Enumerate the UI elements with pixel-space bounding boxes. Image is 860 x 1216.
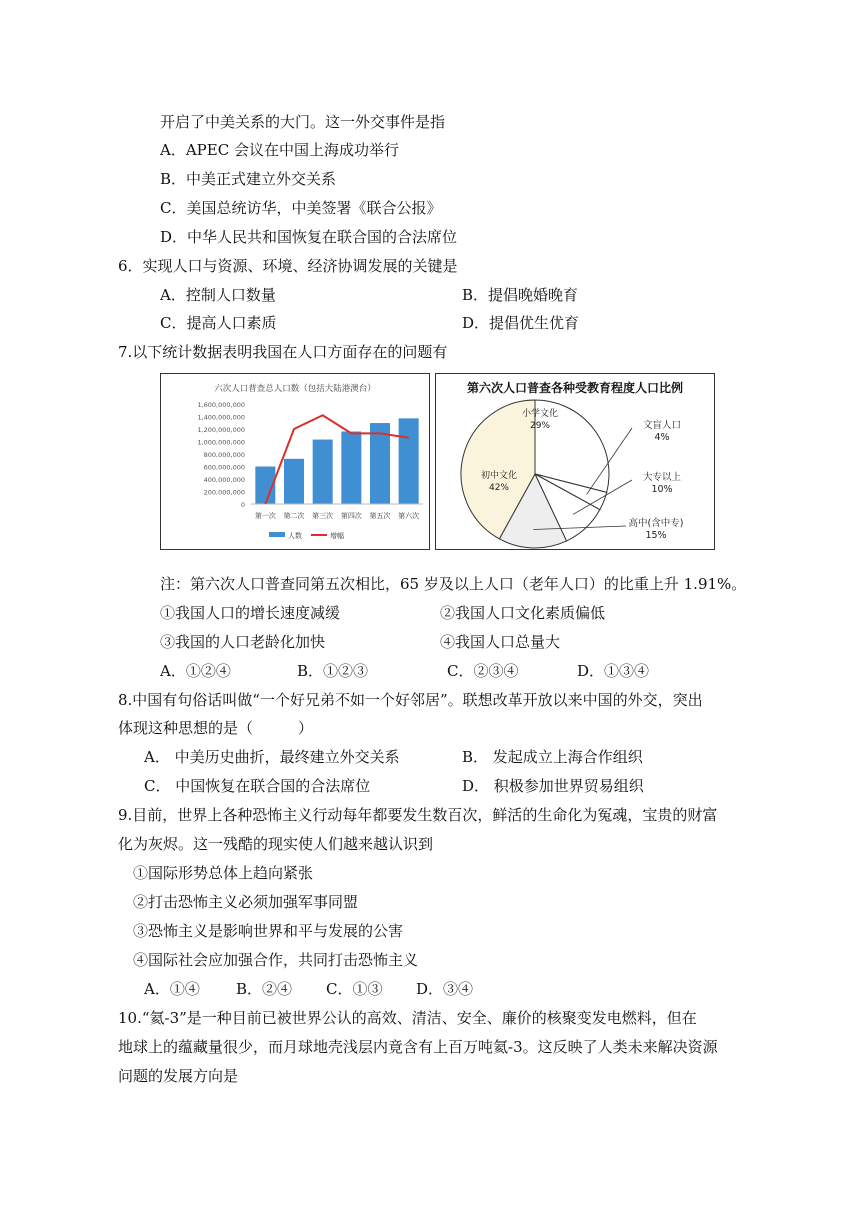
q9-stem-line1: 9.目前，世界上各种恐怖主义行动每年都要发生数百次，鲜活的生命化为冤魂，宝贵的财富	[118, 806, 718, 824]
pie-slice-percent: 42%	[488, 483, 510, 493]
q8-stem-line2: 体现这种思想的是（ ）	[118, 719, 314, 737]
y-tick-label: 1,400,000,000	[197, 413, 245, 422]
population-bar-chart	[160, 373, 430, 550]
x-category-label: 第二次	[283, 512, 305, 520]
q10-stem-line3: 问题的发展方向是	[118, 1067, 239, 1085]
q9-statement-3: ③恐怖主义是影响世界和平与发展的公害	[133, 922, 404, 940]
education-pie-chart	[435, 373, 715, 550]
q10-stem-line2: 地球上的蕴藏量很少，而月球地壳浅层内竟含有上百万吨氦-3。这反映了人类未来解决资源	[118, 1038, 718, 1056]
pie-slice-label: 小学文化	[521, 409, 559, 419]
q9-statement-1: ①国际形势总体上趋向紧张	[133, 864, 314, 882]
q8-stem-line1: 8.中国有句俗话叫做“一个好兄弟不如一个好邻居”。联想改革开放以来中国的外交，突出	[118, 691, 703, 709]
bar-chart-title: 六次人口普查总人口数（包括大陆港澳台）	[214, 384, 376, 394]
pie-slice-label: 大专以上	[642, 472, 682, 483]
y-tick-label: 600,000,000	[203, 463, 245, 472]
q9-option-b: B．②④	[236, 980, 293, 998]
q6-option-a: A．控制人口数量	[160, 286, 276, 304]
pie-slice-label: 高中(含中专)	[628, 518, 684, 529]
x-category-label: 第一次	[254, 512, 276, 520]
pie-slice-percent: 29%	[529, 421, 551, 431]
q7-note: 注：第六次人口普查同第五次相比，65 岁及以上人口（老年人口）的比重上升 1.91%。	[160, 575, 747, 593]
q7-stem: 7.以下统计数据表明我国在人口方面存在的问题有	[118, 343, 448, 361]
q8-option-c: C． 中国恢复在联合国的合法席位	[144, 777, 371, 795]
q7-option-a: A．①②④	[160, 662, 231, 680]
pie-slice-label: 初中文化	[480, 471, 518, 481]
y-tick-label: 200,000,000	[203, 488, 245, 497]
q9-option-d: D．③④	[416, 980, 474, 998]
q8-option-a: A． 中美历史曲折，最终建立外交关系	[144, 748, 400, 766]
legend-label-growth: 增幅	[330, 532, 344, 540]
y-tick-label: 800,000,000	[203, 451, 245, 459]
y-tick-label: 1,600,000,000	[197, 401, 245, 409]
q9-option-a: A．①④	[144, 980, 200, 998]
y-tick-label: 400,000,000	[203, 476, 245, 484]
x-category-label: 第六次	[398, 512, 420, 520]
education-pie-chart-svg	[436, 374, 714, 549]
x-category-label: 第五次	[369, 512, 391, 520]
q8-option-b: B． 发起成立上海合作组织	[462, 748, 643, 766]
q7-option-d: D．①③④	[577, 662, 650, 680]
q9-option-c: C．①③	[326, 980, 383, 998]
q6-option-c: C．提高人口素质	[160, 314, 277, 332]
legend-swatch-population	[269, 532, 285, 537]
q5-option-b: B．中美正式建立外交关系	[160, 170, 337, 188]
q10-stem-line1: 10.“氦-3”是一种目前已被世界公认的高效、清洁、安全、廉价的核聚变发电燃料，但在	[118, 1009, 697, 1027]
q7-statement-2: ②我国人口文化素质偏低	[440, 604, 606, 622]
pie-slice-label: 文盲人口	[642, 420, 682, 431]
q5-option-c: C．美国总统访华，中美签署《联合公报》	[160, 199, 442, 217]
q7-option-b: B．①②③	[297, 662, 369, 680]
population-bar	[399, 418, 419, 504]
q7-statement-3: ③我国的人口老龄化加快	[160, 633, 326, 651]
q7-statement-1: ①我国人口的增长速度减缓	[160, 604, 341, 622]
pie-slice-percent: 4%	[654, 432, 670, 443]
population-bar-chart-svg	[161, 374, 429, 549]
q9-stem-line2: 化为灰烬。这一残酷的现实使人们越来越认识到	[118, 835, 434, 853]
population-bar	[284, 459, 304, 504]
q6-option-b: B．提倡晚婚晚育	[462, 286, 579, 304]
q8-option-d: D． 积极参加世界贸易组织	[462, 777, 644, 795]
population-bar	[313, 440, 333, 504]
q5-option-a: A．APEC 会议在中国上海成功举行	[160, 141, 399, 159]
q9-statement-4: ④国际社会应加强合作，共同打击恐怖主义	[133, 951, 419, 969]
q5-stem-tail: 开启了中美关系的大门。这一外交事件是指	[160, 113, 446, 131]
legend-label-population: 人数	[288, 532, 302, 540]
y-tick-label: 1,200,000,000	[197, 426, 245, 434]
x-category-label: 第三次	[312, 512, 334, 520]
x-category-label: 第四次	[340, 512, 362, 520]
q5-option-d: D．中华人民共和国恢复在联合国的合法席位	[160, 228, 458, 246]
pie-slice-percent: 10%	[651, 484, 673, 495]
q6-option-d: D．提倡优生优育	[462, 314, 580, 332]
q7-option-c: C．②③④	[447, 662, 519, 680]
pie-slice-percent: 15%	[645, 530, 667, 541]
population-bar	[341, 432, 361, 505]
y-tick-label: 0	[240, 501, 245, 509]
q9-statement-2: ②打击恐怖主义必须加强军事同盟	[133, 893, 359, 911]
pie-chart-title: 第六次人口普查各种受教育程度人口比例	[466, 381, 684, 395]
q6-stem: 6．实现人口与资源、环境、经济协调发展的关键是	[118, 257, 458, 275]
q7-statement-4: ④我国人口总量大	[440, 633, 561, 651]
y-tick-label: 1,000,000,000	[197, 438, 245, 447]
